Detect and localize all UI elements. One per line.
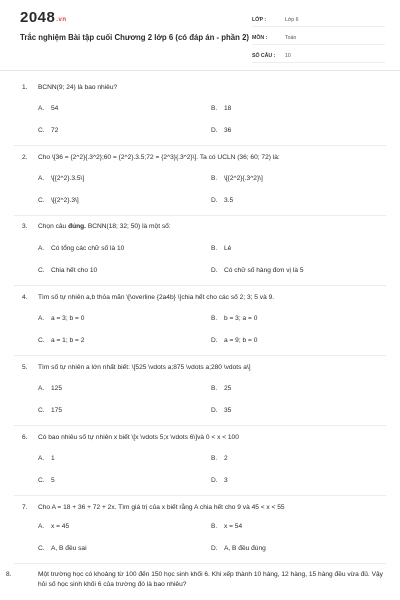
option-letter: B.	[211, 245, 218, 252]
question-number: 7.	[22, 504, 28, 511]
option-2d[interactable]	[211, 196, 233, 206]
quiz-header	[0, 0, 400, 71]
option-text: Lẻ	[224, 245, 232, 252]
option-letter: D.	[211, 545, 218, 552]
option-text: 3	[224, 477, 228, 484]
option-text: a = 1; b = 2	[51, 337, 85, 344]
question-number: 5.	[22, 364, 28, 371]
question-divider	[14, 563, 386, 564]
option-text: x = 45	[51, 523, 70, 530]
option-letter: B.	[211, 523, 218, 530]
option-text: Có chữ số hàng đơn vị là 5	[224, 267, 304, 274]
option-text: b = 3; a = 0	[224, 315, 258, 322]
option-3b[interactable]	[211, 244, 231, 254]
option-1b[interactable]	[211, 104, 231, 114]
option-letter: B.	[211, 385, 218, 392]
question-text: Tìm số tự nhiên a lớn nhất biết: \[525 \vdots a;875 \vdots a;280 \vdots a\]	[38, 364, 251, 371]
question-text: Tìm số tự nhiên a,b thỏa mãn \[\overline {2a4b} \]chia hết cho các số 2; 3; 5 và 9.	[38, 294, 275, 301]
option-letter: B.	[211, 105, 218, 112]
option-5d[interactable]	[211, 406, 231, 416]
question-number: 3.	[22, 223, 28, 230]
option-text: 54	[51, 105, 59, 112]
option-3c[interactable]	[38, 266, 97, 276]
question-8	[6, 570, 384, 590]
option-text: a = 9; b = 0	[224, 337, 258, 344]
option-2b[interactable]	[211, 174, 263, 184]
option-6a[interactable]	[38, 454, 55, 464]
question-text-bold: đúng.	[68, 223, 87, 230]
option-text: 175	[51, 407, 63, 414]
option-7d[interactable]	[211, 544, 266, 554]
option-letter: A.	[38, 385, 45, 392]
option-text: 2	[224, 455, 228, 462]
option-letter: D.	[211, 267, 218, 274]
option-letter: D.	[211, 197, 218, 204]
option-letter: D.	[211, 477, 218, 484]
option-5b[interactable]	[211, 384, 231, 394]
question-text: BCNN(9; 24) là bao nhiêu?	[38, 84, 118, 91]
option-letter: D.	[211, 127, 218, 134]
option-letter: C.	[38, 477, 45, 484]
quiz-meta	[252, 14, 385, 68]
question-number: 1.	[22, 84, 28, 91]
question-4	[22, 293, 384, 303]
option-text: 5	[51, 477, 55, 484]
question-divider	[14, 285, 386, 286]
option-text: 35	[224, 407, 232, 414]
question-divider	[14, 145, 386, 146]
meta-class-row	[252, 14, 385, 27]
option-4c[interactable]	[38, 336, 84, 346]
question-divider	[14, 495, 386, 496]
meta-count-row	[252, 50, 385, 63]
option-6b[interactable]	[211, 454, 228, 464]
option-text: Có tổng các chữ số là 10	[51, 245, 125, 252]
option-1d[interactable]	[211, 126, 231, 136]
option-text: 25	[224, 385, 232, 392]
question-divider	[14, 215, 386, 216]
option-text: x = 54	[224, 523, 243, 530]
option-6c[interactable]	[38, 476, 55, 486]
question-text-before: Chọn câu	[38, 223, 69, 230]
question-text-after: BCNN(18; 32; 50) là một số:	[86, 223, 171, 230]
option-letter: A.	[38, 523, 45, 530]
question-number: 8.	[6, 571, 12, 578]
option-letter: A.	[38, 245, 45, 252]
meta-class-key: LỚP :	[252, 17, 267, 23]
meta-subject-value: Toán	[285, 35, 297, 41]
option-6d[interactable]	[211, 476, 228, 486]
option-text: \[{2^2}.3.5\]	[51, 175, 85, 182]
question-divider	[14, 355, 386, 356]
meta-subject-key: MÔN :	[252, 35, 268, 41]
option-letter: C.	[38, 127, 45, 134]
question-2	[22, 153, 384, 163]
option-text: A, B đều đúng	[224, 545, 266, 552]
meta-class-value: Lớp 6	[285, 17, 299, 23]
question-text: Cho \[36 = {2^2}{.3^2};60 = {2^2}.3.5;72 = {2^3}{.3^2}\]. Ta có UCLN (36; 60; 72) là:	[38, 154, 280, 161]
question-number: 4.	[22, 294, 28, 301]
option-letter: C.	[38, 545, 45, 552]
meta-count-key: SỐ CÂU :	[252, 53, 276, 59]
option-letter: C.	[38, 267, 45, 274]
site-logo[interactable]	[20, 9, 67, 26]
option-4d[interactable]	[211, 336, 257, 346]
logo-suffix: .vn	[56, 17, 67, 23]
question-text: Một trường học có khoảng từ 100 đến 150 học sinh khối 6. Khi xếp thành 10 hàng, 12 hàng, 15 hàng đều vừa đủ. Vậy hỏi số học sinh khối 6 của trường đó là bao nhiêu?	[38, 571, 383, 588]
option-5c[interactable]	[38, 406, 62, 416]
option-3a[interactable]	[38, 244, 124, 254]
option-letter: B.	[211, 455, 218, 462]
option-3d[interactable]	[211, 266, 303, 276]
question-1	[22, 83, 384, 93]
option-text: a = 3; b = 0	[51, 315, 85, 322]
option-text: 36	[224, 127, 232, 134]
question-7	[22, 503, 384, 513]
option-2c[interactable]	[38, 196, 79, 206]
option-text: 1	[51, 455, 55, 462]
option-letter: C.	[38, 197, 45, 204]
option-4b[interactable]	[211, 314, 257, 324]
option-letter: A.	[38, 105, 45, 112]
option-text: \[{2^2}{.3^2}\]	[224, 175, 263, 182]
question-number: 6.	[22, 434, 28, 441]
option-1a[interactable]	[38, 104, 58, 114]
option-letter: C.	[38, 407, 45, 414]
option-7a[interactable]	[38, 522, 69, 532]
option-7b[interactable]	[211, 522, 242, 532]
question-text: Có bao nhiêu số tự nhiên x biết \[x \vdots 5;x \vdots 6\]và 0 < x < 100	[38, 434, 239, 441]
question-text: Cho A = 18 + 36 + 72 + 2x. Tìm giá trị của x biết rằng A chia hết cho 9 và 45 < x < 55	[38, 504, 285, 511]
question-6	[22, 433, 384, 443]
option-letter: A.	[38, 315, 45, 322]
option-letter: A.	[38, 175, 45, 182]
option-letter: B.	[211, 175, 218, 182]
option-5a[interactable]	[38, 384, 62, 394]
option-text: 3.5	[224, 197, 234, 204]
question-divider	[14, 425, 386, 426]
option-letter: D.	[211, 337, 218, 344]
option-text: 125	[51, 385, 63, 392]
logo-text: 2048	[20, 9, 56, 26]
option-letter: C.	[38, 337, 45, 344]
question-3	[22, 222, 384, 232]
question-5	[22, 363, 384, 373]
option-7c[interactable]	[38, 544, 87, 554]
option-1c[interactable]	[38, 126, 58, 136]
question-number: 2.	[22, 154, 28, 161]
option-text: 18	[224, 105, 232, 112]
meta-count-value: 10	[285, 53, 291, 59]
option-letter: B.	[211, 315, 218, 322]
option-text: Chia hết cho 10	[51, 267, 98, 274]
option-letter: A.	[38, 455, 45, 462]
quiz-title: Trắc nghiệm Bài tập cuối Chương 2 lớp 6 (có đáp án - phần 2)	[20, 33, 250, 42]
meta-subject-row	[252, 32, 385, 45]
option-4a[interactable]	[38, 314, 84, 324]
option-text: \[{2^2}.3\]	[51, 197, 79, 204]
option-2a[interactable]	[38, 174, 84, 184]
option-text: 72	[51, 127, 59, 134]
option-letter: D.	[211, 407, 218, 414]
option-text: A, B đều sai	[51, 545, 87, 552]
